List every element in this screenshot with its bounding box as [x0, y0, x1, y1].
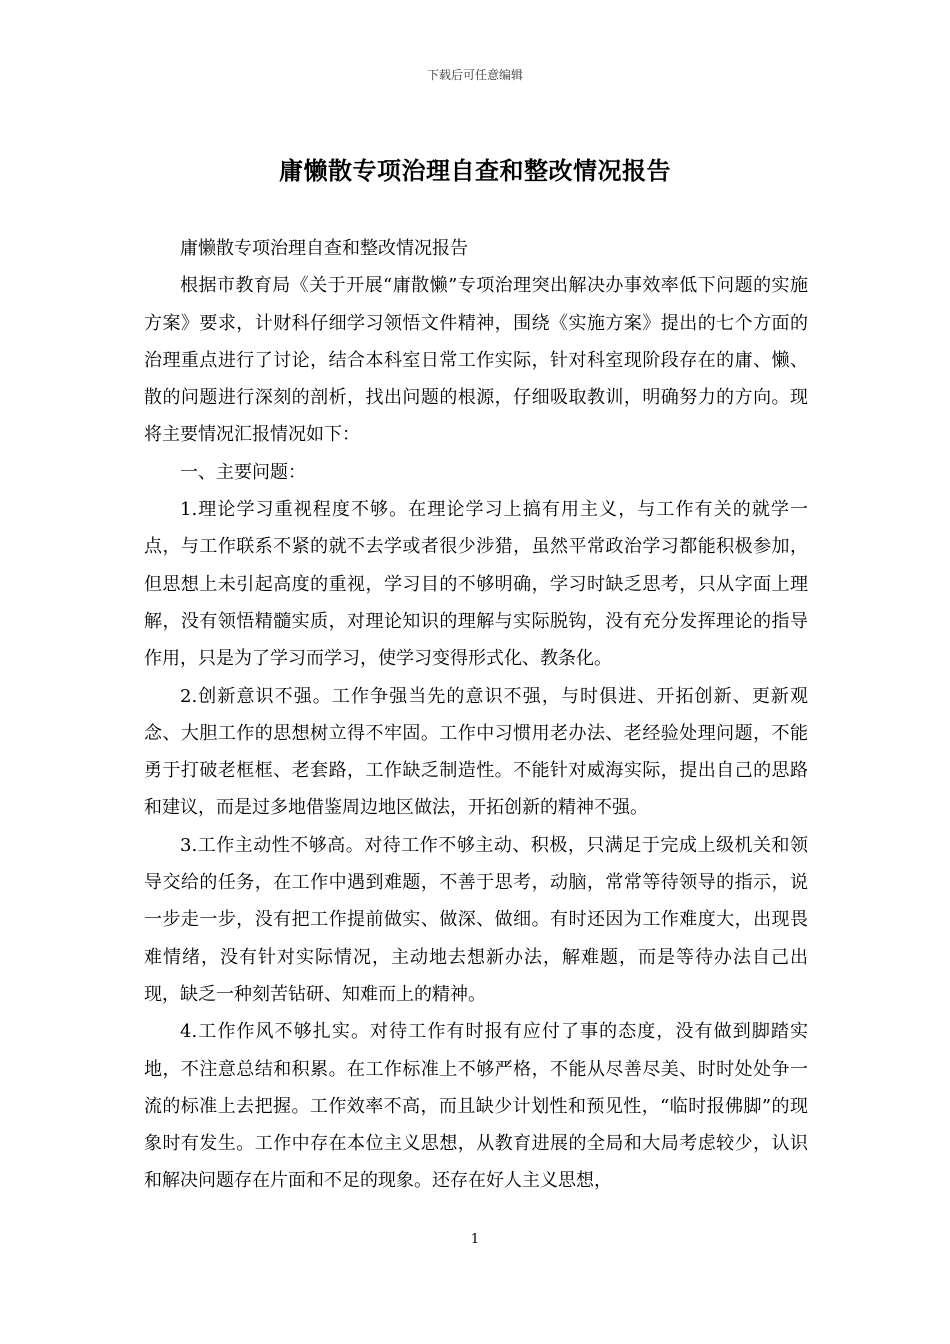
- paragraph-item-3: 3.工作主动性不够高。对待工作不够主动、积极，只满足于完成上级机关和领导交给的任务，在工作中遇到难题，不善于思考，动脑，常常等待领导的指示，说一步走一步，没有把工作提前做实、做深、做细。有时还因为工作难度大，出现畏难情绪，没有针对实际情况，主动地去想新办法，解难题，而是等待办法自己出现，缺乏一种刻苦钻研、知难而上的精神。: [144, 834, 808, 1005]
- paragraph-item-1: 1.理论学习重视程度不够。在理论学习上搞有用主义，与工作有关的就学一点，与工作联系不紧的就不去学或者很少涉猎，虽然平常政治学习都能积极参加，但思想上未引起高度的重视，学习目的不够明确，学习时缺乏思考，只从字面上理解，没有领悟精髓实质，对理论知识的理解与实际脱钩，没有充分发挥理论的指导作用，只是为了学习而学习，使学习变得形式化、教条化。: [144, 499, 808, 670]
- paragraph-intro: 根据市教育局《关于开展“庸散懒”专项治理突出解决办事效率低下问题的实施方案》要求，计财科仔细学习领悟文件精神，围绕《实施方案》提出的七个方面的治理重点进行了讨论，结合本科室日常工作实际，针对科室现阶段存在的庸、懒、散的问题进行深刻的剖析，找出问题的根源，仔细吸取教训，明确努力的方向。现将主要情况汇报情况如下：: [144, 275, 808, 446]
- paragraph-item-4: 4.工作作风不够扎实。对待工作有时报有应付了事的态度，没有做到脚踏实地，不注意总结和积累。在工作标准上不够严格，不能从尽善尽美、时时处处争一流的标准上去把握。工作效率不高，而且缺少计划性和预见性，“临时报佛脚”的现象时有发生。工作中存在本位主义思想，从教育进展的全局和大局考虑较少，认识和解决问题存在片面和不足的现象。还存在好人主义思想，: [144, 1021, 808, 1192]
- paragraph-item-2: 2.创新意识不强。工作争强当先的意识不强，与时俱进、开拓创新、更新观念、大胆工作的思想树立得不牢固。工作中习惯用老办法、老经验处理问题，不能勇于打破老框框、老套路，工作缺乏制造性。不能针对威海实际，提出自己的思路和建议，而是过多地借鉴周边地区做法，开拓创新的精神不强。: [144, 685, 808, 819]
- paragraph-subtitle: 庸懒散专项治理自查和整改情况报告: [180, 238, 468, 259]
- document-title: 庸懒散专项治理自查和整改情况报告: [279, 156, 671, 185]
- page-number: 1: [470, 1232, 480, 1247]
- header-note: 下载后可任意编辑: [426, 68, 523, 82]
- document-body: [144, 230, 808, 1200]
- section-heading: 一、主要问题：: [180, 461, 306, 483]
